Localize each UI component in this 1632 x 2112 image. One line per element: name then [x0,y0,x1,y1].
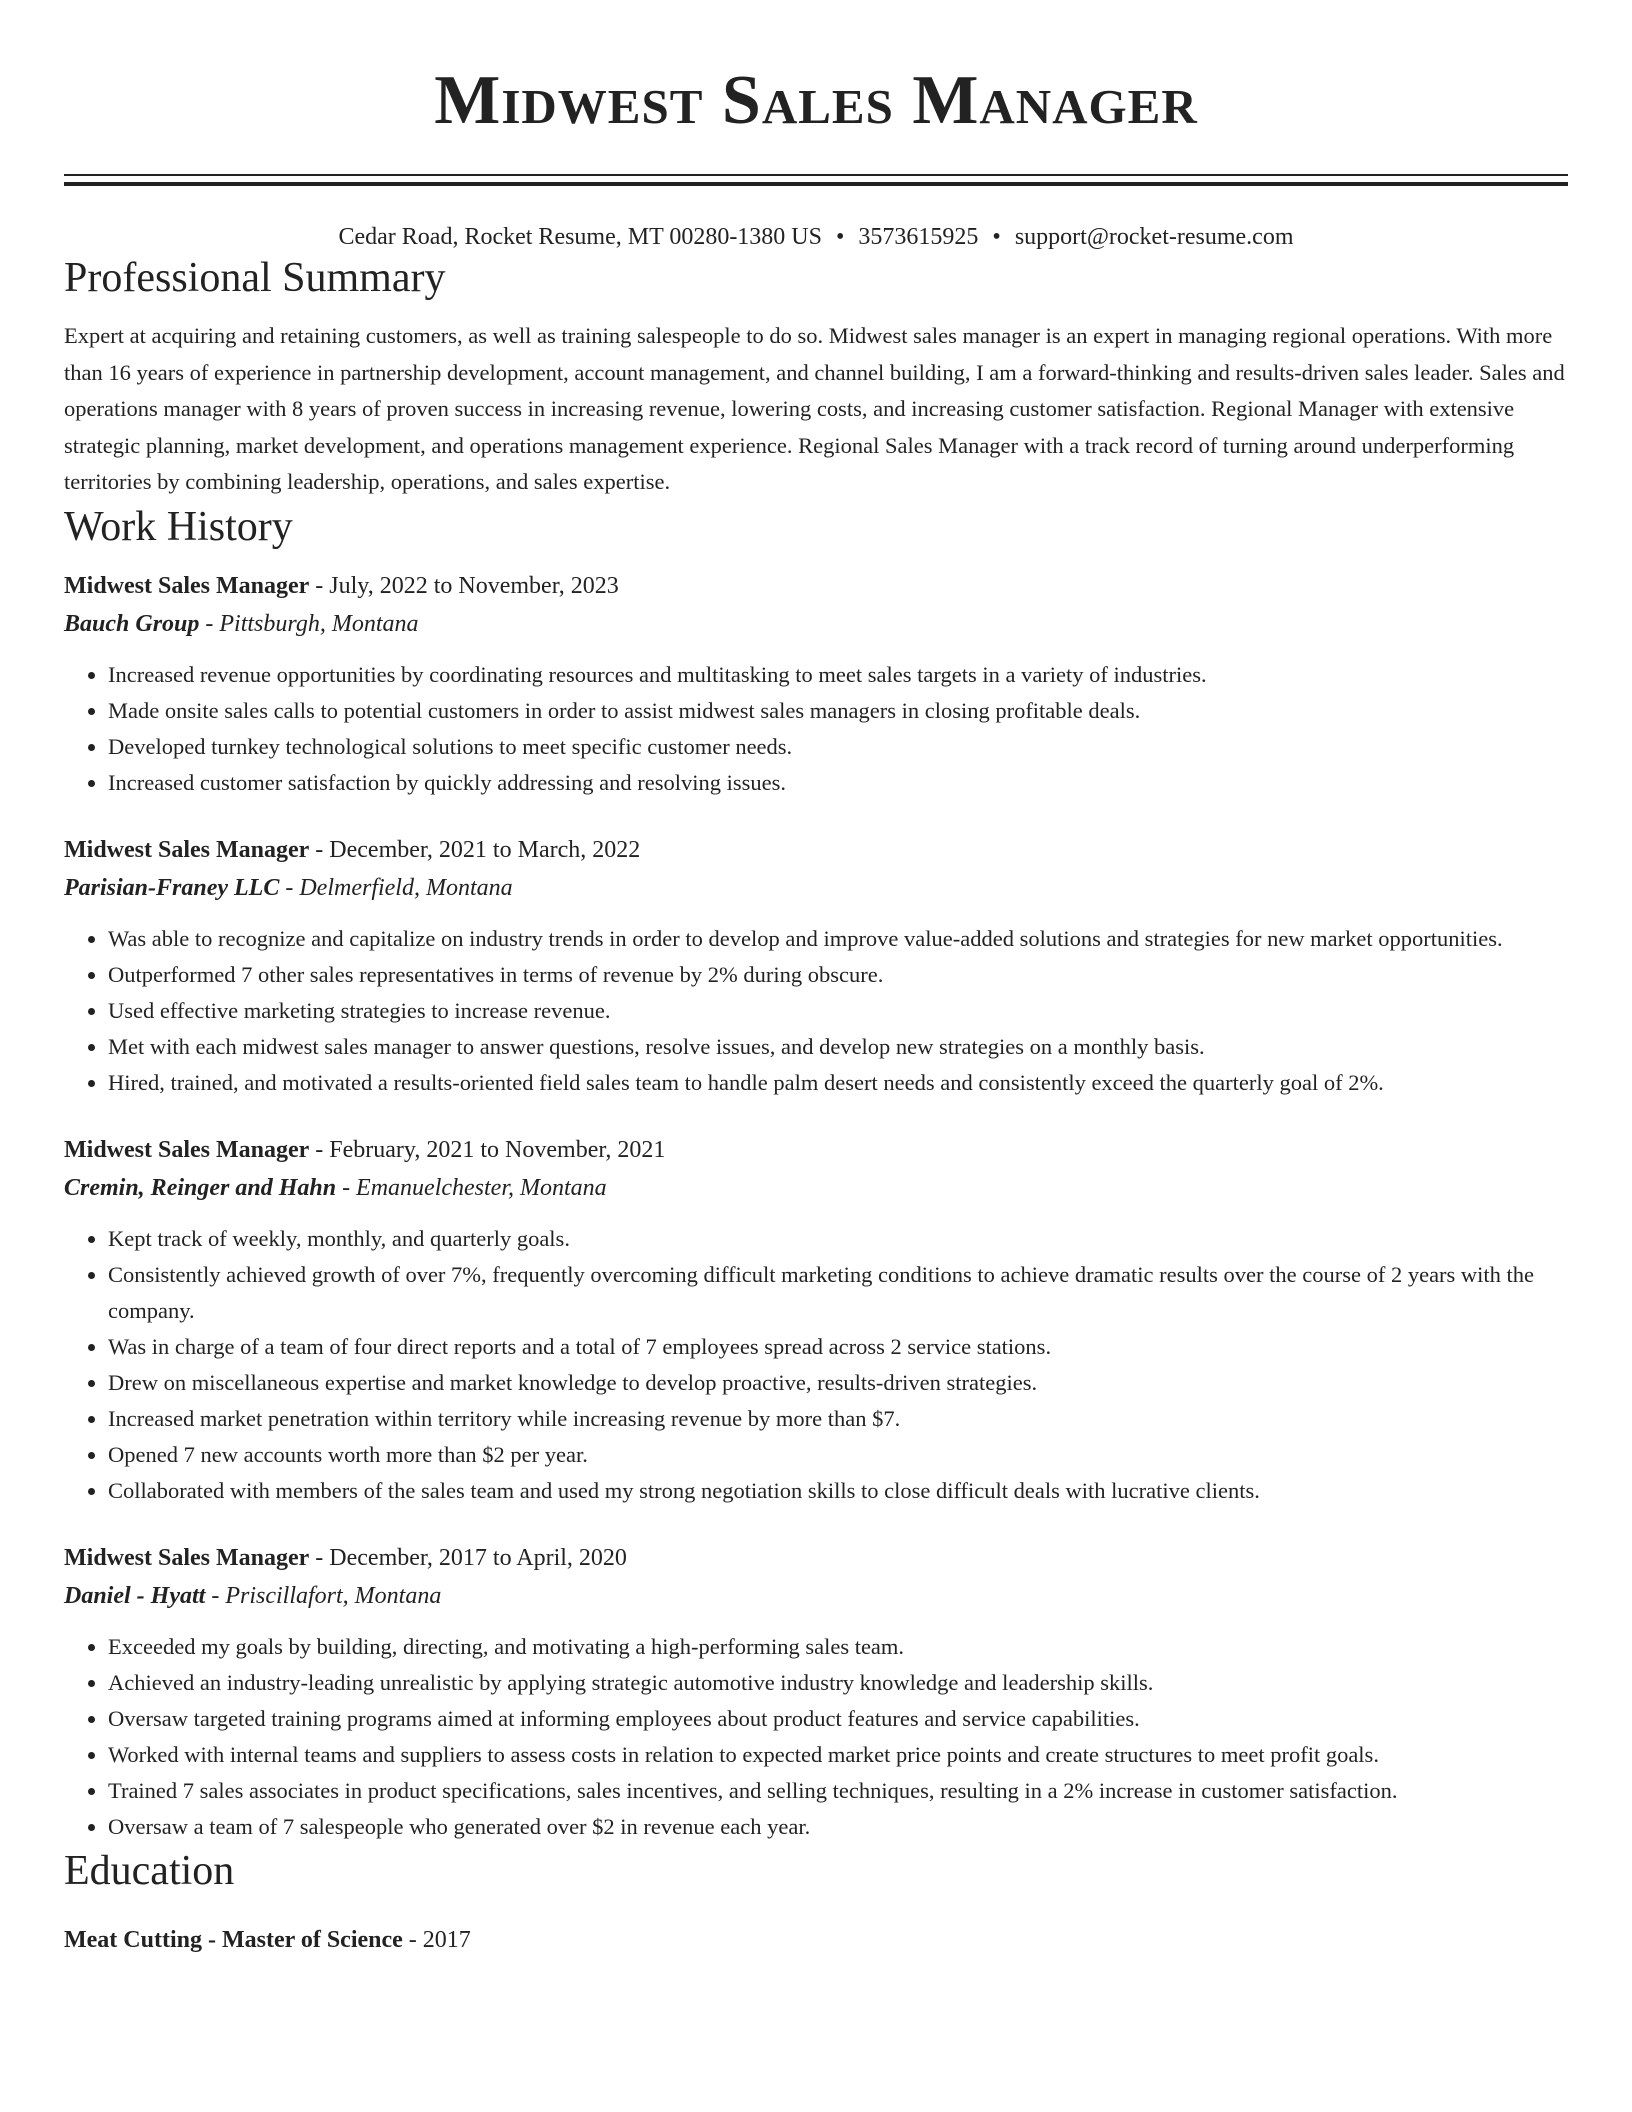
job-bullet: • Was in charge of a team of four direct reports and a total of 7 employees spread across 2 service stations. [108,1329,1568,1365]
job-bullet: • Drew on miscellaneous expertise and market knowledge to develop proactive, results-driven strategies. [108,1365,1568,1401]
job-location: - Emanuelchester, Montana [336,1174,607,1201]
job-bullets [64,921,1568,1101]
summary-text: Expert at acquiring and retaining customers, as well as training salespeople to do so. Midwest sales manager is an expert in managing regional operations. With more than 16 years of experience in partnership development, account management, and channel building, I am a forward-thinking and results-driven sales leader. Sales and operations manager with 8 years of proven success in increasing revenue, lowering costs, and increasing customer satisfaction. Regional Manager with extensive strategic planning, market development, and operations management experience. Regional Sales Manager with a track record of turning around underperforming territories by combining leadership, operations, and sales expertise. [64,323,1565,494]
job-entry [64,1539,1568,1845]
job-bullets [64,1629,1568,1845]
job-bullet: • Was able to recognize and capitalize on industry trends in order to develop and improve value-added solutions and strategies for new market opportunities. [108,921,1568,957]
job-bullet: • Used effective marketing strategies to increase revenue. [108,993,1568,1029]
education-heading: Education [64,1847,235,1894]
job-title-line [64,1131,1568,1169]
summary-heading: Professional Summary [64,255,446,301]
job-company-line [64,605,1568,643]
job-bullet: • Made onsite sales calls to potential customers in order to assist midwest sales managers in closing profitable deals. [108,693,1568,729]
contact-line [64,222,1568,252]
education-year: - 2017 [402,1926,471,1953]
job-bullet: • Worked with internal teams and suppliers to assess costs in relation to expected market price points and create structures to meet profit goals. [108,1737,1568,1773]
job-title: Midwest Sales Manager [64,836,310,863]
job-location: - Pittsburgh, Montana [199,610,419,637]
job-bullet: • Kept track of weekly, monthly, and quarterly goals. [108,1221,1568,1257]
job-bullet: • Hired, trained, and motivated a results-oriented field sales team to handle palm desert needs and consistently exceed the quarterly goal of 2%. [108,1065,1568,1101]
contact-phone: 3573615925 [858,224,979,250]
job-bullets [64,657,1568,801]
job-company: Bauch Group [64,610,200,637]
job-bullet: • Trained 7 sales associates in product specifications, sales incentives, and selling techniques, resulting in a 2% increase in customer satisfaction. [108,1773,1568,1809]
job-dates: - December, 2017 to April, 2020 [309,1544,627,1571]
job-title: Midwest Sales Manager [64,572,310,599]
job-bullet: • Exceeded my goals by building, directing, and motivating a high-performing sales team. [108,1629,1568,1665]
job-bullet: • Met with each midwest sales manager to answer questions, resolve issues, and develop new strategies on a monthly basis. [108,1029,1568,1065]
job-bullet: • Collaborated with members of the sales team and used my strong negotiation skills to close difficult deals with lucrative clients. [108,1473,1568,1509]
job-title-line [64,1539,1568,1577]
job-entry [64,1131,1568,1509]
job-company-line [64,1169,1568,1207]
job-bullet: • Opened 7 new accounts worth more than $2 per year. [108,1437,1568,1473]
job-bullet: • Oversaw a team of 7 salespeople who generated over $2 in revenue each year. [108,1809,1568,1845]
contact-separator: • [836,224,845,250]
job-company: Daniel - Hyatt [64,1582,206,1609]
job-bullet: • Increased customer satisfaction by quickly addressing and resolving issues. [108,765,1568,801]
job-title-line [64,567,1568,605]
job-title: Midwest Sales Manager [64,1136,310,1163]
resume-name: Midwest Sales Manager [434,62,1198,139]
job-bullet: • Outperformed 7 other sales representatives in terms of revenue by 2% during obscure. [108,957,1568,993]
job-dates: - July, 2022 to November, 2023 [309,572,619,599]
job-company: Parisian-Franey LLC [64,874,280,901]
job-entry [64,831,1568,1101]
education-entry [64,1921,1568,1959]
contact-address: Cedar Road, Rocket Resume, MT 00280-1380 US [338,224,822,250]
job-title: Midwest Sales Manager [64,1544,310,1571]
work-history-list [64,567,1568,1845]
job-dates: - February, 2021 to November, 2021 [309,1136,666,1163]
job-bullet: • Increased revenue opportunities by coordinating resources and multitasking to meet sales targets in a variety of industries. [108,657,1568,693]
job-location: - Delmerfield, Montana [279,874,513,901]
work-history-heading: Work History [64,503,293,550]
job-bullet: • Developed turnkey technological solutions to meet specific customer needs. [108,729,1568,765]
job-bullet: • Achieved an industry-leading unrealistic by applying strategic automotive industry knowledge and leadership skills. [108,1665,1568,1701]
job-company-line [64,1577,1568,1615]
contact-email: support@rocket-resume.com [1014,224,1294,250]
job-company: Cremin, Reinger and Hahn [64,1174,337,1201]
job-title-line [64,831,1568,869]
job-entry [64,567,1568,801]
job-bullet: • Consistently achieved growth of over 7%, frequently overcoming difficult marketing conditions to achieve dramatic results over the course of 2 years with the company. [108,1257,1568,1329]
job-bullet: • Oversaw targeted training programs aimed at informing employees about product features and service capabilities. [108,1701,1568,1737]
header-double-rule [64,174,1568,186]
job-bullets [64,1221,1568,1509]
contact-separator: • [992,224,1001,250]
education-degree: Meat Cutting - Master of Science [64,1926,403,1953]
job-company-line [64,869,1568,907]
job-location: - Priscillafort, Montana [205,1582,442,1609]
job-bullet: • Increased market penetration within territory while increasing revenue by more than $7. [108,1401,1568,1437]
job-dates: - December, 2021 to March, 2022 [309,836,641,863]
